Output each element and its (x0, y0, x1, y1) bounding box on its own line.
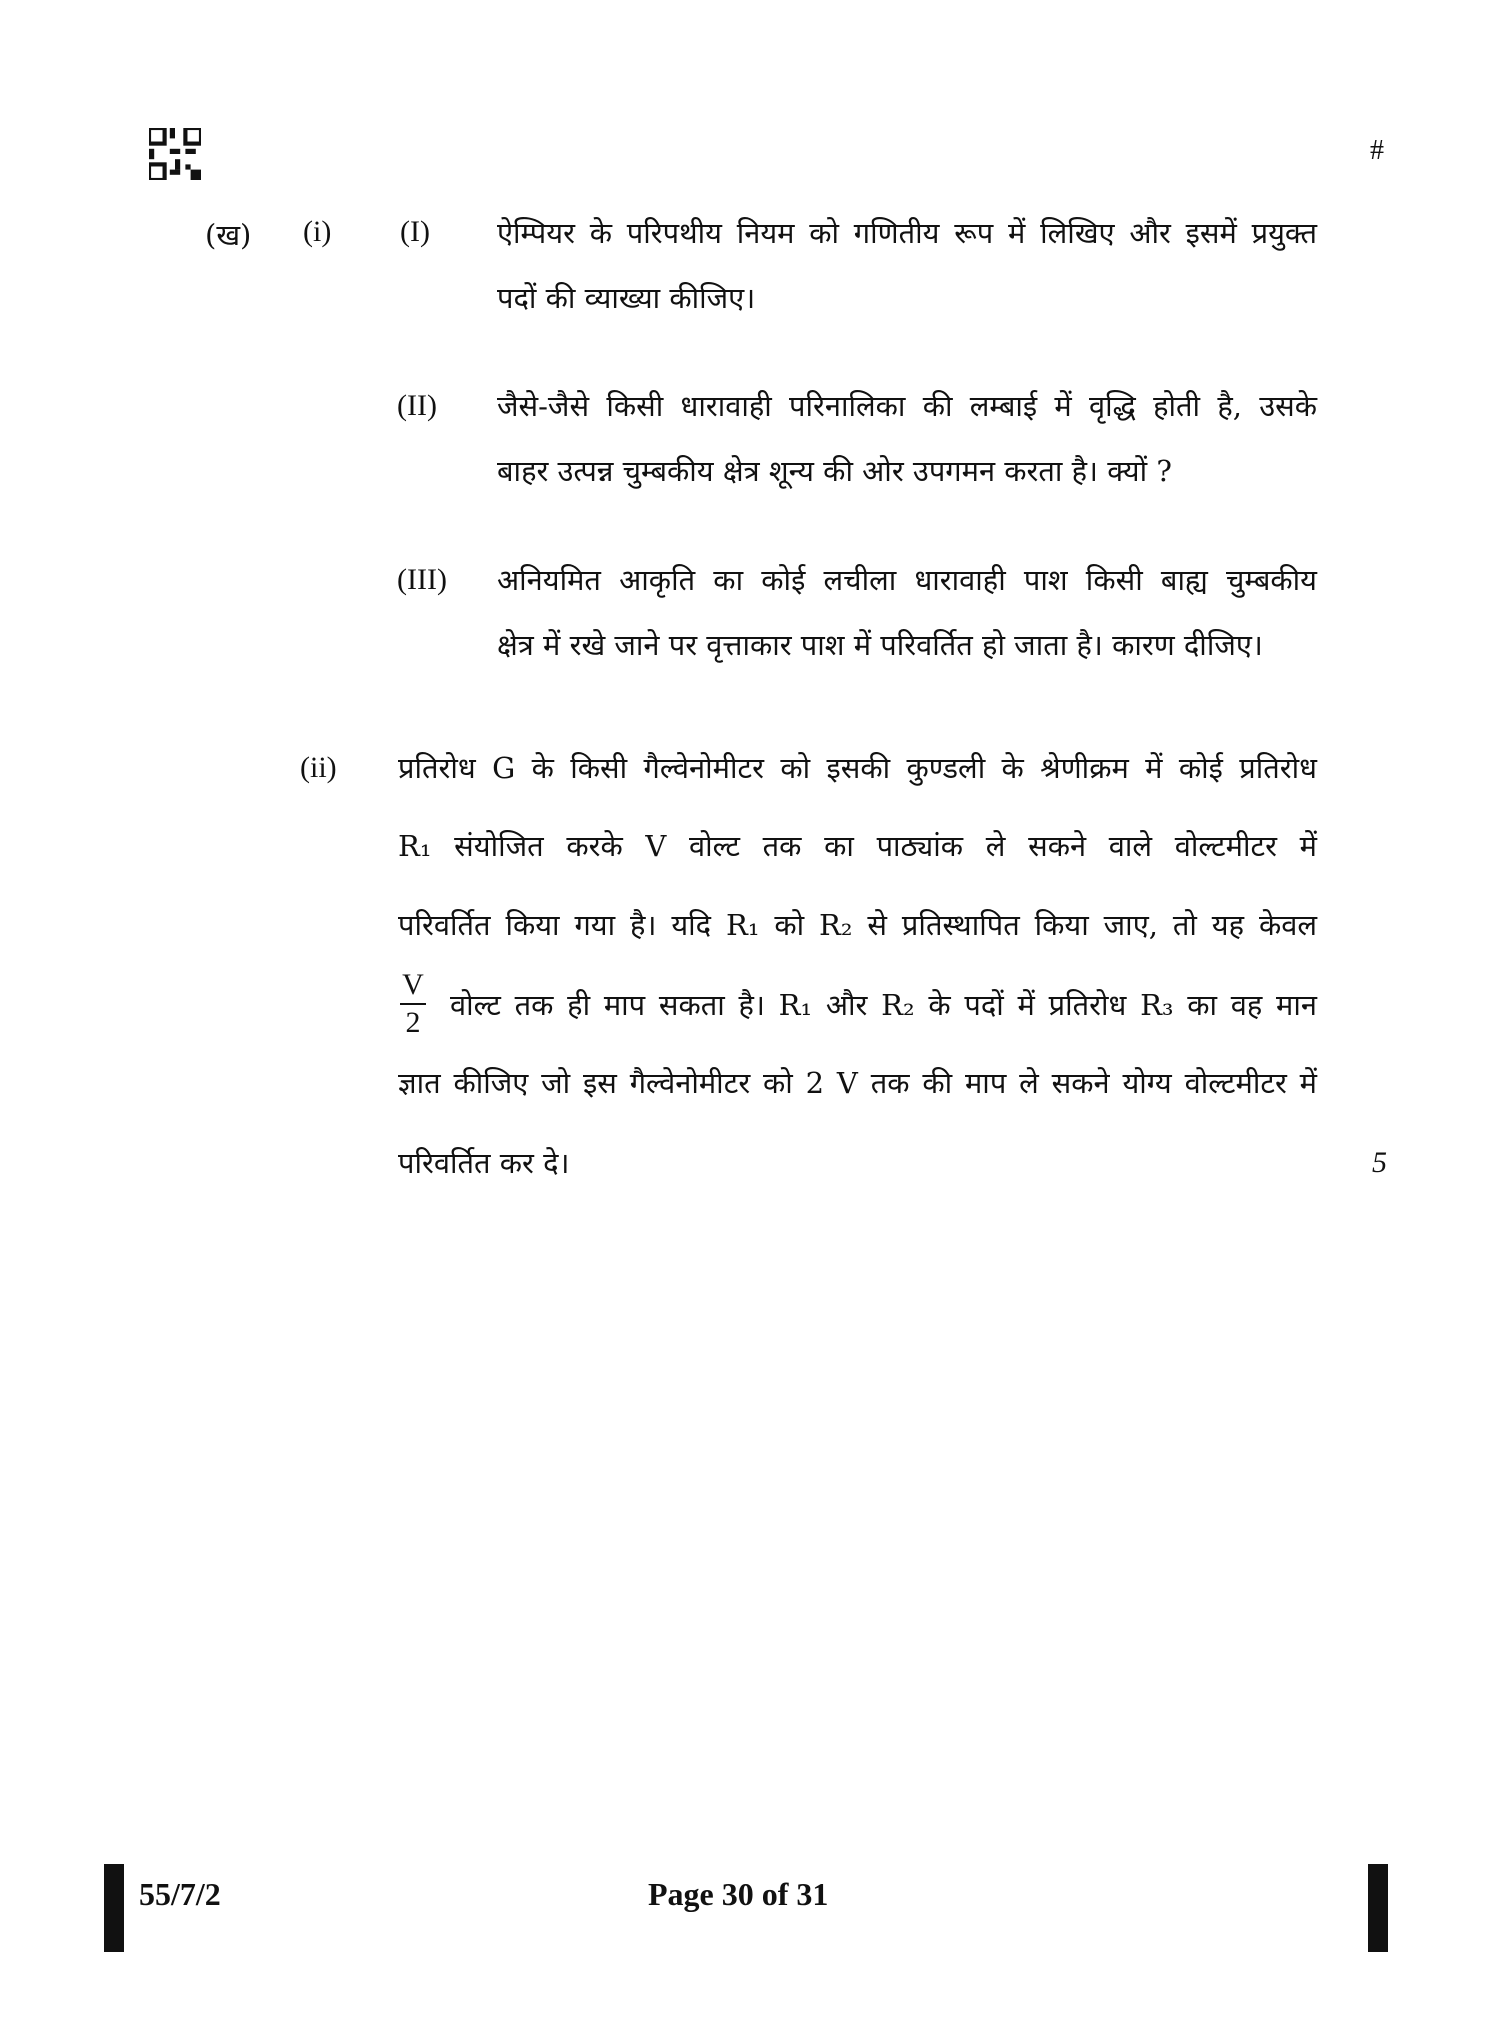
paper-code: 55/7/2 (139, 1876, 221, 1912)
sub-question-label: (i) (303, 215, 332, 248)
page-mark: # (1370, 135, 1384, 166)
question-text-line: R₁ संयोजित करके V वोल्ट तक का पाठ्यांक ले सकने वाले वोल्टमीटर में (398, 829, 1317, 863)
question-text-line: पदों की व्याख्या कीजिए। (497, 281, 756, 315)
footer-left-bar (104, 1864, 124, 1952)
question-text-line: अनियमित आकृति का कोई लचीला धारावाही पाश किसी बाह्य चुम्बकीय (497, 563, 1317, 597)
item-label: (II) (397, 389, 437, 422)
fraction-bar (400, 1003, 426, 1005)
item-label: (I) (400, 215, 430, 248)
question-text-line: प्रतिरोध G के किसी गैल्वेनोमीटर को इसकी कुण्डली के श्रेणीक्रम में कोई प्रतिरोध (398, 751, 1317, 785)
question-text-line: ज्ञात कीजिए जो इस गैल्वेनोमीटर को 2 V तक की माप ले सकने योग्य वोल्टमीटर में (398, 1066, 1317, 1100)
fraction-v-over-2 (398, 968, 428, 1040)
question-text-line: ऐम्पियर के परिपथीय नियम को गणितीय रूप में लिखिए और इसमें प्रयुक्त (497, 216, 1317, 250)
question-text-line: परिवर्तित कर दे। (398, 1146, 570, 1180)
fraction-numerator: V (402, 968, 424, 1001)
question-text-line: बाहर उत्पन्न चुम्बकीय क्षेत्र शून्य की ओर उपगमन करता है। क्यों ? (497, 454, 1172, 488)
page-number: Page 30 of 31 (648, 1876, 829, 1912)
marks: 5 (1372, 1146, 1387, 1179)
part-label: (ख) (205, 218, 252, 252)
question-text-line: परिवर्तित किया गया है। यदि R₁ को R₂ से प्रतिस्थापित किया जाए, तो यह केवल (398, 908, 1317, 942)
qr-code-icon (149, 128, 201, 180)
question-text-line: जैसे-जैसे किसी धारावाही परिनालिका की लम्बाई में वृद्धि होती है, उसके (497, 389, 1317, 423)
question-text-line: वोल्ट तक ही माप सकता है। R₁ और R₂ के पदों में प्रतिरोध R₃ का वह मान (450, 988, 1317, 1022)
fraction-denominator: 2 (405, 1006, 421, 1039)
sub-question-label: (ii) (300, 751, 337, 784)
item-label: (III) (397, 563, 447, 596)
footer-right-bar (1368, 1864, 1388, 1952)
question-text-line: क्षेत्र में रखे जाने पर वृत्ताकार पाश में परिवर्तित हो जाता है। कारण दीजिए। (497, 628, 1263, 662)
